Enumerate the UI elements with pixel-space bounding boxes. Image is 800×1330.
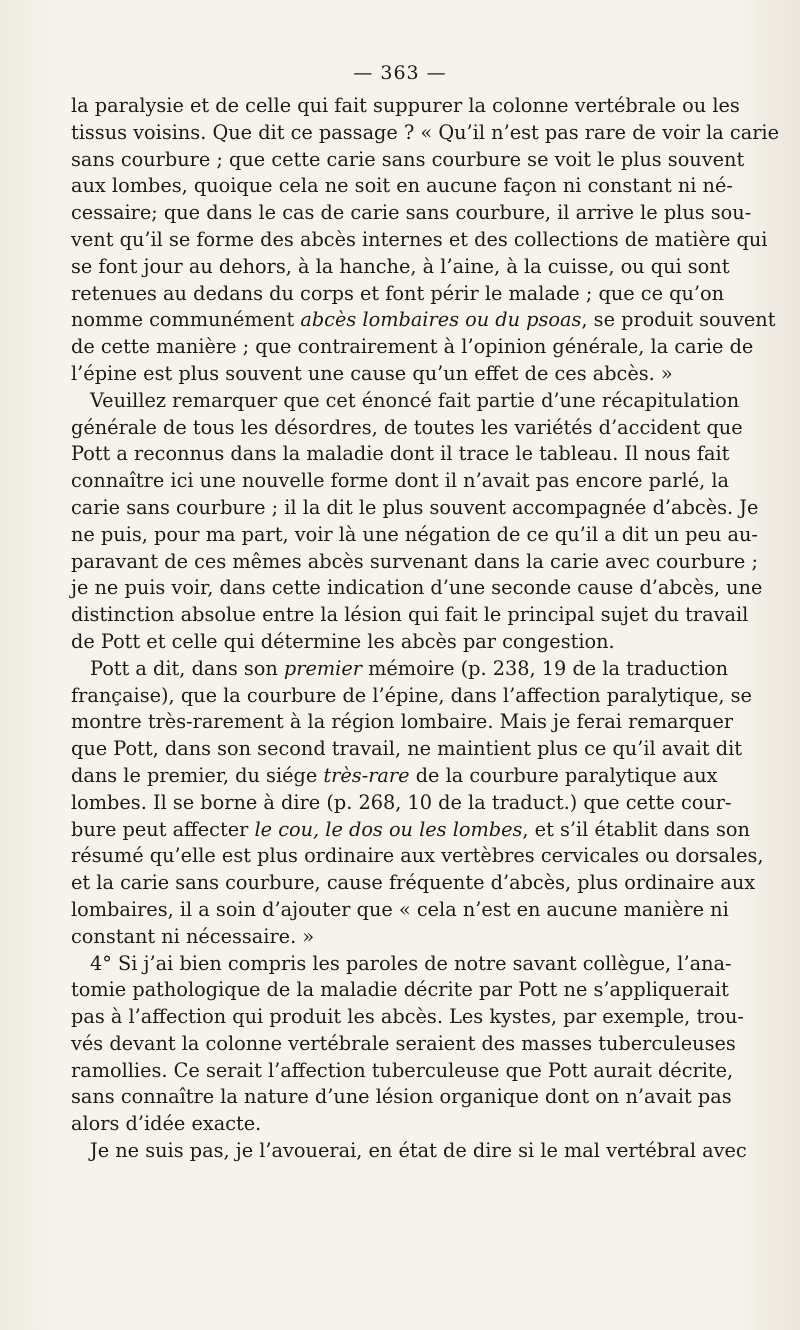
text-segment: vés devant la colonne vertébrale seraient des masses tuberculeuses — [71, 1031, 736, 1055]
text-line — [71, 736, 742, 763]
text-line — [71, 790, 732, 817]
text-line — [71, 415, 743, 442]
text-line — [71, 120, 779, 147]
text-segment: nomme communément — [71, 308, 301, 332]
text-segment: Veuillez remarquer que cet énoncé fait partie d’une récapitulation — [90, 388, 740, 412]
text-line — [71, 763, 718, 790]
text-segment: résumé qu’elle est plus ordinaire aux vertèbres cervicales ou dorsales, — [71, 844, 764, 868]
text-line — [71, 334, 754, 361]
text-segment: distinction absolue entre la lésion qui fait le principal sujet du travail — [71, 603, 749, 627]
text-segment: de cette manière ; que contrairement à l’opinion générale, la carie de — [71, 335, 754, 359]
text-segment: , se produit souvent — [581, 308, 776, 332]
text-segment: et la carie sans courbure, cause fréquente d’abcès, plus ordinaire aux — [71, 871, 756, 895]
text-line — [71, 709, 734, 736]
body-text — [71, 93, 779, 1165]
text-line — [71, 549, 758, 576]
text-segment: 4° Si j’ai bien compris les paroles de notre savant collègue, l’ana- — [90, 951, 732, 975]
text-segment: connaître ici une nouvelle forme dont il n’avait pas encore parlé, la — [71, 469, 730, 493]
text-segment: générale de tous les désordres, de toutes les variétés d’accident que — [71, 415, 743, 439]
text-line — [71, 977, 729, 1004]
text-segment: Pott a reconnus dans la maladie dont il trace le tableau. Il nous fait — [71, 442, 730, 466]
text-line — [71, 870, 756, 897]
text-segment: pas à l’affection qui produit les abcès. Les kystes, par exemple, trou- — [71, 1005, 744, 1029]
text-segment: lombaires, il a soin d’ajouter que « cela n’est en aucune manière ni — [71, 897, 729, 921]
text-line — [71, 173, 733, 200]
text-line — [71, 307, 776, 334]
text-line — [71, 1138, 747, 1165]
text-line — [71, 1031, 736, 1058]
text-segment: française), que la courbure de l’épine, dans l’affection paralytique, se — [71, 683, 752, 707]
text-line — [71, 200, 752, 227]
text-segment: tissus voisins. Que dit ce passage ? « Qu’il n’est pas rare de voir la carie — [71, 120, 779, 144]
italic-text: premier — [283, 656, 362, 680]
text-segment: constant ni nécessaire. » — [71, 924, 315, 948]
text-segment: se font jour au dehors, à la hanche, à l’aine, à la cuisse, ou qui sont — [71, 254, 730, 278]
text-segment: dans le premier, du siége — [71, 763, 324, 787]
text-line — [71, 1004, 744, 1031]
text-segment: paravant de ces mêmes abcès survenant dans la carie avec courbure ; — [71, 549, 758, 573]
text-segment: bure peut affecter — [71, 817, 255, 841]
text-line — [71, 281, 725, 308]
text-line — [71, 817, 750, 844]
text-line — [71, 1058, 734, 1085]
text-line — [71, 361, 695, 388]
text-segment: Pott a dit, dans son — [90, 656, 284, 680]
italic-text: abcès lombaires ou du psoas — [300, 308, 582, 332]
text-segment: tomie pathologique de la maladie décrite par Pott ne s’appliquerait — [71, 978, 729, 1002]
text-segment: , et s’il établit dans son — [522, 817, 750, 841]
text-segment: lombes. Il se borne à dire (p. 268, 10 de la traduct.) que cette cour- — [71, 790, 732, 814]
text-segment: que Pott, dans son second travail, ne maintient plus ce qu’il avait dit — [71, 737, 742, 761]
text-segment: retenues au dedans du corps et font périr le malade ; que ce qu’on — [71, 281, 725, 305]
text-line — [71, 93, 740, 120]
text-line — [71, 656, 729, 683]
text-line — [71, 575, 763, 602]
text-line — [71, 629, 695, 656]
text-segment: montre très-rarement à la région lombaire. Mais je ferai remarquer — [71, 710, 734, 734]
text-segment: la paralysie et de celle qui fait suppurer la colonne vertébrale ou les — [71, 94, 740, 117]
italic-text: le cou, le dos ou les lombes — [254, 817, 523, 841]
text-line — [71, 495, 759, 522]
text-line — [71, 441, 730, 468]
text-segment: carie sans courbure ; il la dit le plus souvent accompagnée d’abcès. Je — [71, 495, 759, 519]
text-line — [71, 683, 752, 710]
text-segment: sans connaître la nature d’une lésion organique dont on n’avait pas — [71, 1085, 732, 1109]
text-segment: de Pott et celle qui détermine les abcès par congestion. — [71, 629, 615, 653]
text-line — [71, 602, 749, 629]
text-line — [71, 1111, 695, 1138]
text-line — [71, 924, 695, 951]
text-line — [71, 468, 730, 495]
italic-text: très-rare — [323, 763, 410, 787]
page-number: — 363 — — [353, 62, 447, 84]
text-segment: Je ne suis pas, je l’avouerai, en état de dire si le mal vertébral avec — [90, 1139, 747, 1163]
text-segment: ramollies. Ce serait l’affection tuberculeuse que Pott aurait décrite, — [71, 1058, 734, 1082]
text-segment: aux lombes, quoique cela ne soit en aucune façon ni constant ni né- — [71, 174, 733, 198]
text-line — [71, 897, 729, 924]
text-line — [71, 254, 730, 281]
text-segment: je ne puis voir, dans cette indication d’une seconde cause d’abcès, une — [71, 576, 763, 600]
text-line — [71, 951, 732, 978]
text-segment: ne puis, pour ma part, voir là une négation de ce qu’il a dit un peu au- — [71, 522, 758, 546]
text-segment: mémoire (p. 238, 19 de la traduction — [361, 656, 729, 680]
text-segment: de la courbure paralytique aux — [409, 763, 718, 787]
text-line — [71, 388, 740, 415]
text-line — [71, 1084, 732, 1111]
text-line — [71, 227, 768, 254]
text-segment: sans courbure ; que cette carie sans courbure se voit le plus souvent — [71, 147, 745, 171]
text-segment: cessaire; que dans le cas de carie sans courbure, il arrive le plus sou- — [71, 201, 752, 225]
text-line — [71, 522, 758, 549]
text-line — [71, 147, 745, 174]
text-segment: l’épine est plus souvent une cause qu’un effet de ces abcès. » — [71, 361, 673, 385]
text-line — [71, 843, 764, 870]
text-segment: vent qu’il se forme des abcès internes et des collections de matière qui — [71, 227, 768, 251]
text-segment: alors d’idée exacte. — [71, 1112, 262, 1136]
